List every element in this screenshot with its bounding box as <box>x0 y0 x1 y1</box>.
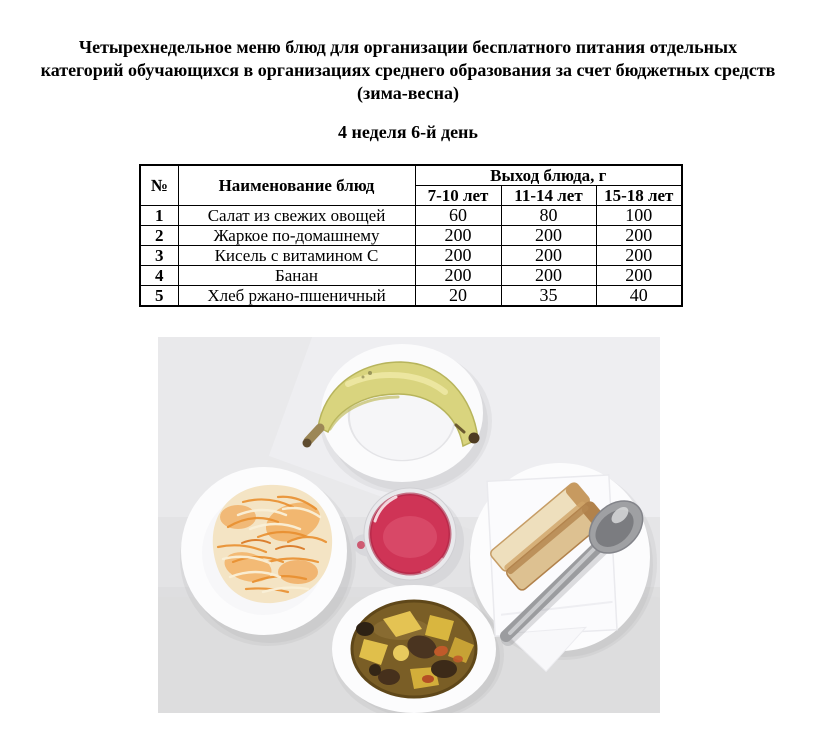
dish-name: Кисель с витамином С <box>178 246 415 266</box>
portion-7-10: 20 <box>415 286 501 307</box>
portion-15-18: 40 <box>596 286 682 307</box>
row-number: 5 <box>140 286 178 307</box>
row-number: 2 <box>140 226 178 246</box>
dish-name: Жаркое по-домашнему <box>178 226 415 246</box>
stew-bowl <box>332 585 496 713</box>
col-header-output-group: Выход блюда, г <box>415 165 682 186</box>
table-row <box>140 246 682 266</box>
col-header-age-7-10: 7-10 лет <box>415 186 501 206</box>
fresh-vegetable-salad <box>213 485 332 603</box>
portion-7-10: 200 <box>415 226 501 246</box>
portion-15-18: 200 <box>596 246 682 266</box>
menu-table <box>139 164 683 307</box>
table-header-row-1 <box>140 165 682 186</box>
week-day-subtitle: 4 неделя 6-й день <box>338 122 478 142</box>
dish-name: Хлеб ржано-пшеничный <box>178 286 415 307</box>
col-header-number: № <box>140 165 178 206</box>
portion-7-10: 200 <box>415 266 501 286</box>
row-number: 3 <box>140 246 178 266</box>
portion-15-18: 200 <box>596 266 682 286</box>
portion-15-18: 100 <box>596 206 682 226</box>
table-row <box>140 266 682 286</box>
portion-11-14: 200 <box>501 246 596 266</box>
col-header-dish-name: Наименование блюд <box>178 165 415 206</box>
table-row <box>140 226 682 246</box>
portion-11-14: 35 <box>501 286 596 307</box>
title-line-2: категорий обучающихся в организациях среднего образования за счет бюджетных средств <box>40 60 776 80</box>
title-line-3: (зима-весна) <box>356 83 459 103</box>
title-line-1: Четырехнедельное меню блюд для организации бесплатного питания отдельных <box>78 37 738 57</box>
portion-11-14: 80 <box>501 206 596 226</box>
portion-7-10: 60 <box>415 206 501 226</box>
dish-name: Банан <box>178 266 415 286</box>
col-header-age-11-14: 11-14 лет <box>501 186 596 206</box>
table-row <box>140 286 682 307</box>
dish-name: Салат из свежих овощей <box>178 206 415 226</box>
portion-11-14: 200 <box>501 226 596 246</box>
page-title <box>0 0 816 105</box>
table-row <box>140 206 682 226</box>
portion-15-18: 200 <box>596 226 682 246</box>
row-number: 4 <box>140 266 178 286</box>
portion-11-14: 200 <box>501 266 596 286</box>
meal-photo <box>158 337 660 713</box>
col-header-age-15-18: 15-18 лет <box>596 186 682 206</box>
row-number: 1 <box>140 206 178 226</box>
portion-7-10: 200 <box>415 246 501 266</box>
banana-tip <box>469 433 480 444</box>
